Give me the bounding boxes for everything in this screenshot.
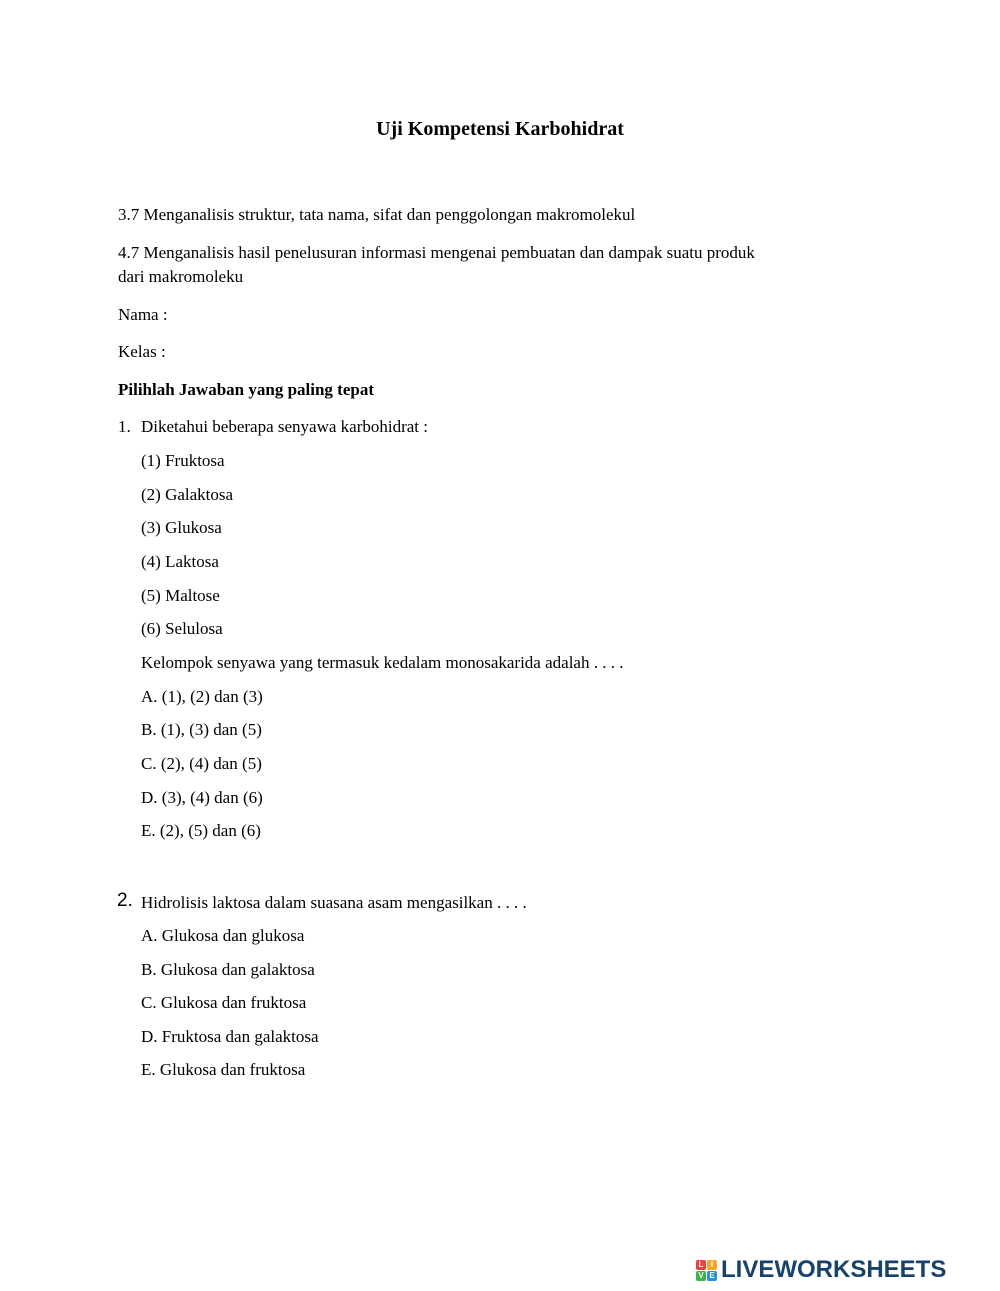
q2-option-e: E. Glukosa dan fruktosa	[141, 1060, 306, 1079]
q1-option-c: C. (2), (4) dan (5)	[141, 754, 262, 773]
logo-cell: V	[696, 1271, 706, 1281]
q1-item: (5) Maltose	[141, 586, 220, 605]
q1-option-b: B. (1), (3) dan (5)	[141, 720, 262, 739]
q1-item: (4) Laktosa	[141, 552, 219, 571]
q1-option-d: D. (3), (4) dan (6)	[141, 788, 263, 807]
q2-text: Hidrolisis laktosa dalam suasana asam mengasilkan . . . .	[141, 893, 527, 912]
competency-4-7-cont: dari makromoleku	[118, 267, 244, 286]
logo-grid-icon	[696, 1260, 717, 1281]
q2-option-b: B. Glukosa dan galaktosa	[141, 960, 315, 979]
logo-cell: I	[707, 1260, 717, 1270]
q1-option-e: E. (2), (5) dan (6)	[141, 821, 261, 840]
liveworksheets-logo	[696, 1256, 946, 1284]
q1-option-a: A. (1), (2) dan (3)	[141, 687, 263, 706]
q1-prompt: Kelompok senyawa yang termasuk kedalam monosakarida adalah . . . .	[141, 653, 624, 672]
q1-item: (6) Selulosa	[141, 619, 223, 638]
brand-text: LIVEWORKSHEETS	[721, 1256, 947, 1283]
kelas-label: Kelas :	[118, 342, 166, 361]
competency-3-7: 3.7 Menganalisis struktur, tata nama, sifat dan penggolongan makromolekul	[118, 205, 636, 224]
instruction: Pilihlah Jawaban yang paling tepat	[118, 380, 375, 399]
q1-item: (1) Fruktosa	[141, 451, 225, 470]
competency-4-7: 4.7 Menganalisis hasil penelusuran informasi mengenai pembuatan dan dampak suatu produk	[118, 243, 755, 262]
q1-text: Diketahui beberapa senyawa karbohidrat :	[141, 417, 428, 436]
q1-number: 1.	[118, 417, 131, 436]
q1-item: (2) Galaktosa	[141, 485, 234, 504]
q1-item: (3) Glukosa	[141, 518, 222, 537]
page-title: Uji Kompetensi Karbohidrat	[376, 118, 624, 140]
q2-option-c: C. Glukosa dan fruktosa	[141, 993, 307, 1012]
logo-cell: E	[707, 1271, 717, 1281]
q2-number: 2.	[117, 890, 133, 911]
nama-label: Nama :	[118, 305, 168, 324]
q2-option-a: A. Glukosa dan glukosa	[141, 926, 305, 945]
logo-cell: L	[696, 1260, 706, 1270]
q2-option-d: D. Fruktosa dan galaktosa	[141, 1027, 319, 1046]
